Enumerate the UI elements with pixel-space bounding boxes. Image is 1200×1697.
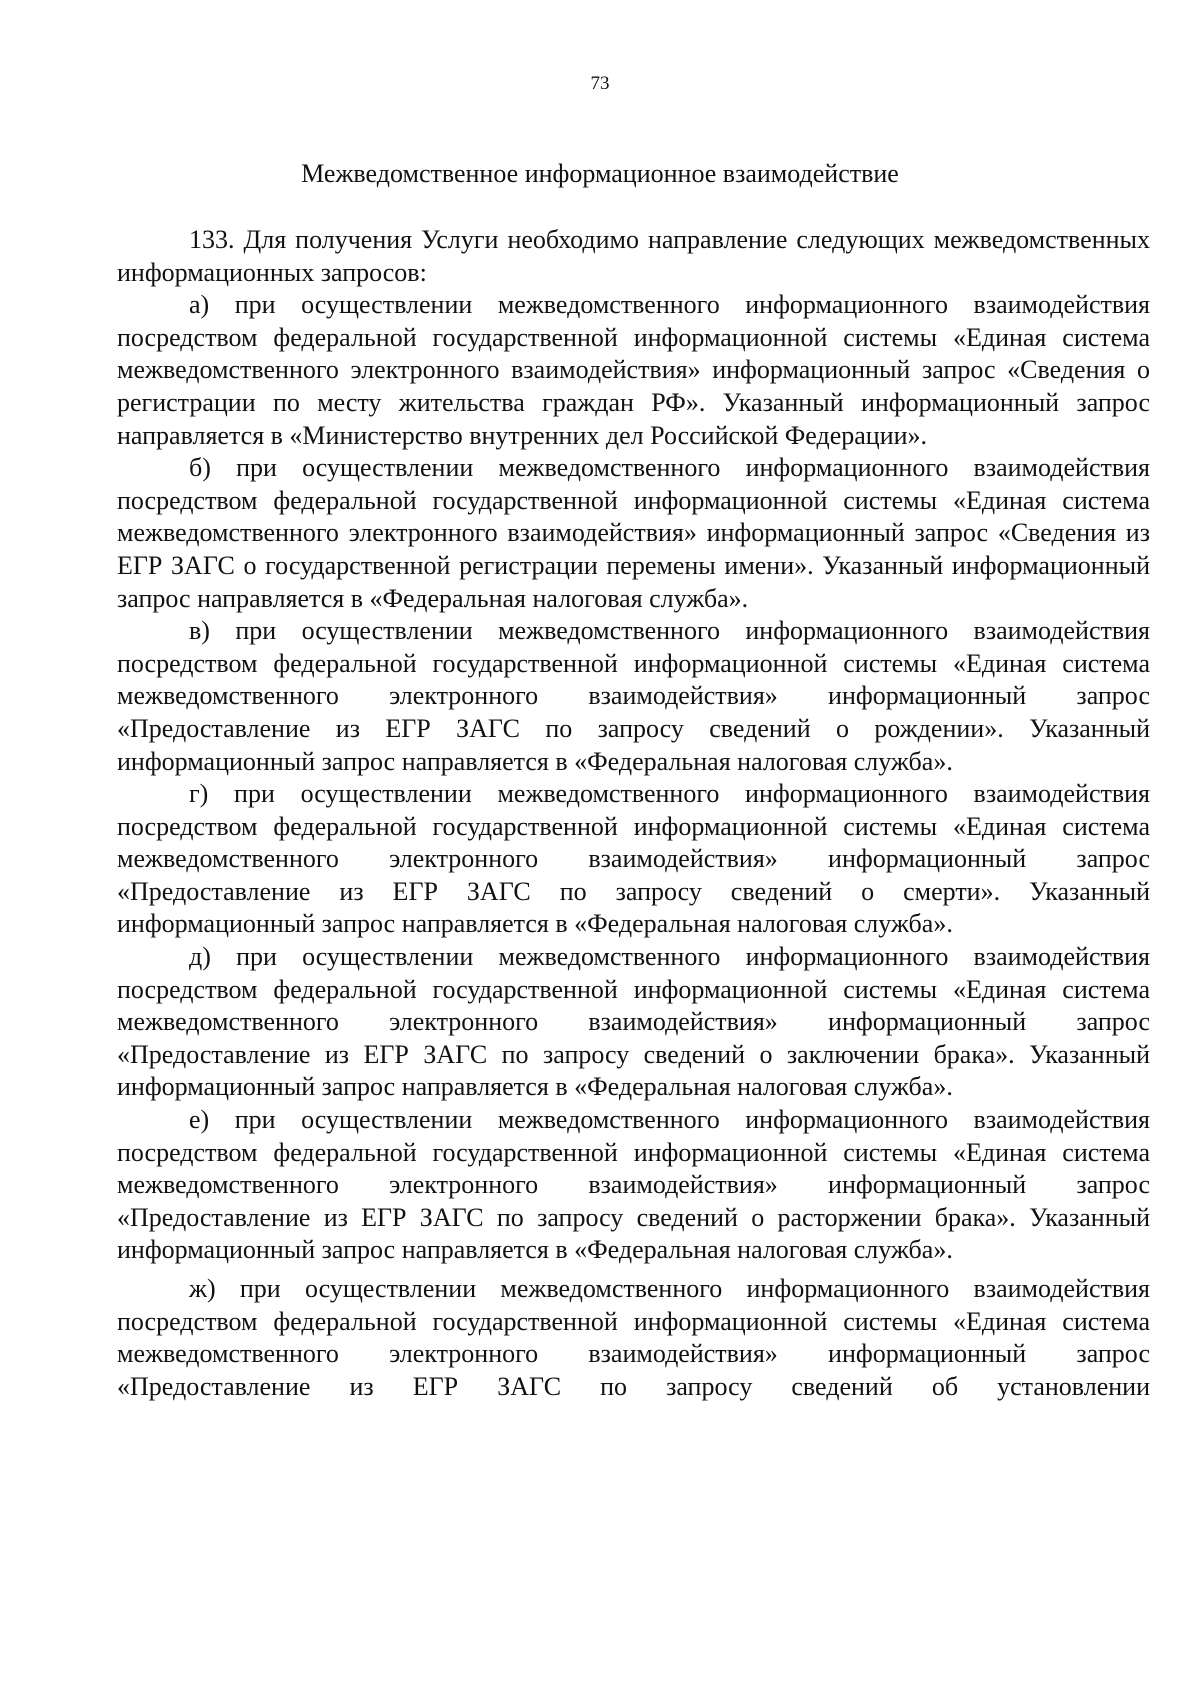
page-number: 73 (590, 73, 610, 94)
section-title: Межведомственное информационное взаимодействие (301, 159, 899, 188)
document-body (117, 224, 1150, 1403)
paragraph-a: а) при осуществлении межведомственного информационного взаимодействия посредством федеральной государственной информационной системы «Единая система межведомственного электронного взаимодействия» информационный запрос «Сведения о регистрации по месту жительства граждан РФ». Указанный информационный запрос направляется в «Министерство внутренних дел Российской Федерации». (117, 290, 1150, 450)
paragraph-e: е) при осуществлении межведомственного информационного взаимодействия посредством федеральной государственной информационной системы «Единая система межведомственного электронного взаимодействия» информационный запрос «Предоставление из ЕГР ЗАГС по запросу сведений о расторжении брака». Указанный информационный запрос направляется в «Федеральная налоговая служба». (117, 1105, 1150, 1265)
paragraph-b: б) при осуществлении межведомственного информационного взаимодействия посредством федеральной государственной информационной системы «Единая система межведомственного электронного взаимодействия» информационный запрос «Сведения из ЕГР ЗАГС о государственной регистрации перемены имени». Указанный информационный запрос направляется в «Федеральная налоговая служба». (117, 453, 1150, 613)
paragraph-133: 133. Для получения Услуги необходимо направление следующих межведомственных информационных запросов: (117, 225, 1150, 287)
paragraph-v: в) при осуществлении межведомственного информационного взаимодействия посредством федеральной государственной информационной системы «Единая система межведомственного электронного взаимодействия» информационный запрос «Предоставление из ЕГР ЗАГС по запросу сведений о рождении». Указанный информационный запрос направляется в «Федеральная налоговая служба». (117, 616, 1150, 776)
paragraph-d: д) при осуществлении межведомственного информационного взаимодействия посредством федеральной государственной информационной системы «Единая система межведомственного электронного взаимодействия» информационный запрос «Предоставление из ЕГР ЗАГС по запросу сведений о заключении брака». Указанный информационный запрос направляется в «Федеральная налоговая служба». (117, 942, 1150, 1102)
paragraph-zh: ж) при осуществлении межведомственного информационного взаимодействия посредством федеральной государственной информационной системы «Единая система межведомственного электронного взаимодействия» информационный запрос «Предоставление из ЕГР ЗАГС по запросу сведений об установлении (117, 1274, 1150, 1401)
paragraph-g: г) при осуществлении межведомственного информационного взаимодействия посредством федеральной государственной информационной системы «Единая система межведомственного электронного взаимодействия» информационный запрос «Предоставление из ЕГР ЗАГС по запросу сведений о смерти». Указанный информационный запрос направляется в «Федеральная налоговая служба». (117, 779, 1150, 939)
